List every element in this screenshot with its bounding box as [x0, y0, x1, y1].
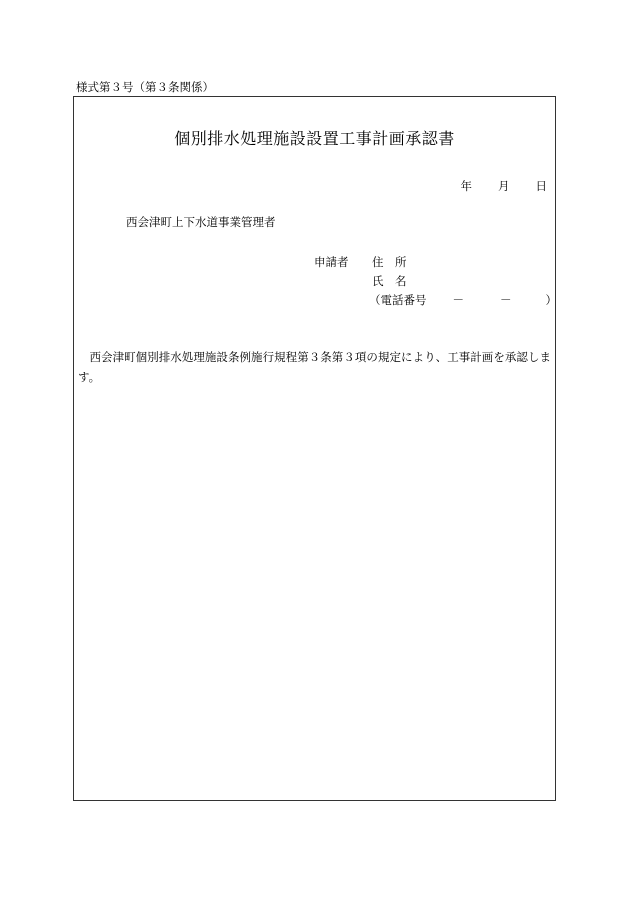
form-number: 様式第３号（第３条関係） — [76, 80, 214, 94]
addressee: 西会津町上下水道事業管理者 — [126, 215, 276, 229]
phone-dash-1: － — [452, 293, 464, 307]
date-line — [461, 179, 548, 193]
month-label: 月 — [498, 179, 510, 193]
phone-close-label: ） — [545, 293, 557, 307]
approval-statement: 西会津町個別排水処理施設条例施行規程第３条第３項の規定により、工事計画を承認します。 — [78, 350, 551, 384]
address-label: 住 所 — [372, 255, 407, 269]
year-label: 年 — [460, 179, 472, 193]
name-label: 氏 名 — [372, 274, 407, 288]
phone-line — [369, 291, 557, 310]
day-label: 日 — [535, 179, 547, 193]
document-title: 個別排水処理施設設置工事計画承認書 — [174, 129, 455, 148]
applicant-role-label: 申請者 — [314, 255, 349, 269]
document-frame — [73, 96, 556, 801]
phone-open-label: （電話番号 — [369, 293, 427, 307]
phone-dash-2: － — [500, 293, 512, 307]
